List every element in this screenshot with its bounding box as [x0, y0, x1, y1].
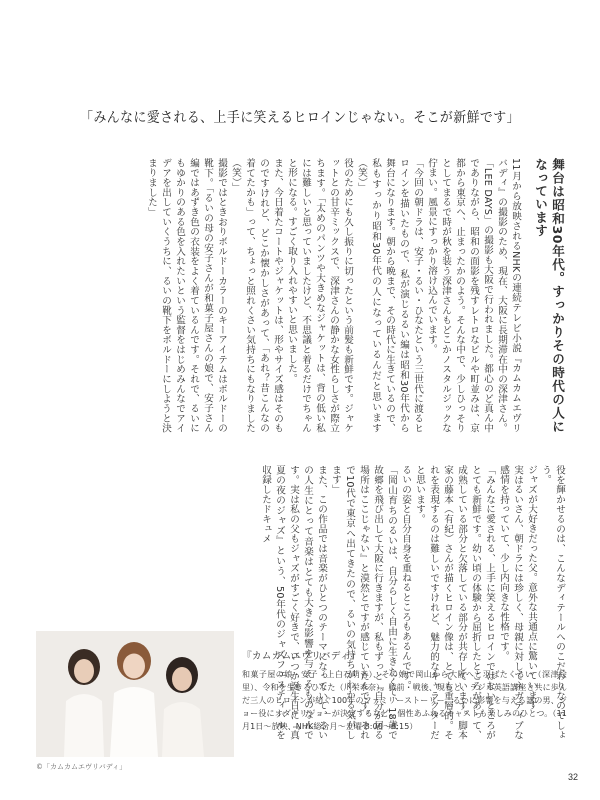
article-paragraph: 撮影ではときおりボルドーカラーのキーアイテムはボルドーの靴下。「るいの母の安子さんが和菓子屋さんの娘で、安子さん編ではあずき色の衣装をよく着ているんです。それで、るいにもゆかりのある色を入れたいという監督をはじめみんなでアイデアを出していくうちに、るいの靴下をボルドーにしようと決まりました」 — [146, 158, 227, 433]
cast-member-left — [64, 649, 104, 757]
article-headline: 「みんなに愛される、上手に笑えるヒロインじゃない。そこが新鮮です」 — [80, 110, 520, 126]
article-paragraph: 「みんなに愛される、上手に笑えるヒロインではないところがとても新鮮です。幼い頃の体験から屈折したところがあって、成熟している部分と欠落している部分が共存しています。脚本家の藤本（有紀）さんが描くヒロイン像は、とても重層的。それを表現するのは難しいですけれど、魅力的なキャラクターだと思います。 — [414, 465, 495, 740]
article-paragraph: 役を輝かせるのは、こんなディテールへのこだわりなのでしょう。 — [540, 465, 565, 740]
page-number: 32 — [567, 772, 578, 782]
article-paragraph: 「岡山育ちのるいは、自分らしく自由に生きたくて、18歳で故郷を飛び出して大阪に行きますが、私もずっと『自分が居る場所はここじゃない』と漠然とですが感じていたんです。それで10代で東京へ出てきたので、るいの気持ちがわかる気がします」 — [330, 465, 397, 740]
article-paragraph: 役のためにも久し振りに切ったという前髪も新鮮です。ジャケットとの甘辛ミックスで、深津さんの静かな女性らしさが際立ちます。「太めのパンツや大きめなジャケットは、背の低い私には難しいと思っていましたけど、不思議と着るだけでちゃんと形になる。すごく取り入れやすいと思いました。 — [286, 158, 353, 433]
article-paragraph: 「今回の朝ドラは、安子・るい・ひなたという三世代に渡るヒロインを描いたもので、私が演じるるい編は昭和30年代から舞台になります。朝から晩まで、その時代に生きているので、私もすっかり昭和30年代の人になっているんだと思います（笑）」 — [356, 158, 423, 433]
program-description: 和菓子屋の娘・安子（上白石萌音）、その娘で岡山から大阪へと羽ばたくるい（深津絵里）、令和を生きるひなた（川栄李奈）。戦前・戦後、現在と、ラジオ英語講座と共に歩んだ三人のヒロインが紡ぐ100年のファミリーストーリー。るいに影響を与える謎の男、ジョー役にオダギリジョーが決定するなど、個性あふれるキャストも楽しみのひとつ。（11月1日～放映、NHK総合月～土曜 8:00～8:15） — [242, 670, 567, 731]
drama-cast-photo — [36, 631, 234, 757]
article-paragraph: また、この作品では音楽がひとつのテーマになっていて、るいの人生にとって音楽はとても大きな影響を与えるものなんです。実は私の父もジャズがすごく好きで、いつか誕生日に『真夏の夜のジャズ』という、50年代のジャズフェスティバルを収録したドキュメ — [260, 465, 327, 740]
cast-member-center — [110, 642, 158, 757]
article-subheading: ジャズが大好きだった父。意外な共通点に驚いています — [526, 465, 537, 710]
article-paragraph: 11月から放映されるNHKの連続テレビ小説『カムカムエヴリバディ』の撮影のため、現在、大阪に長期滞在中の深津さん。「LEE DAYS」の撮影も大阪で行われました。都心のど真ん中でありながら、昭和の面影を残すレトロなビルや町並みは、京都から東京へ、止まったかのよう。そんな中で、少しひっそりとしてまるで時が秋を装う深津さんもどこかノスタルジックな佇まい。風景にすっかり溶け込んでいます。 — [426, 158, 521, 433]
article-lead: 舞台は昭和30年代。すっかりその時代の人になっています — [533, 158, 565, 433]
article-paragraph: また、今日着たコートやジャケットは、形やサイズ感はそのものですけれど、どこか懐かしさがあって、「あれ？昔こんなの着てたかも」って、ちょっと照れくさい気持ちにもなりました（笑）」 — [230, 158, 283, 433]
program-title: 『カムカムエヴリバディ』 — [242, 651, 360, 662]
headline-block — [40, 102, 560, 132]
article-paragraph: 実はるいさん、朝ドラには珍しく、母親に対してネガティブな感情を持っていて、少し内向きな性格です。 — [498, 465, 523, 740]
article-upper-block — [146, 158, 566, 433]
program-info-box — [242, 648, 567, 733]
photo-credit: ©「カムカムエヴリバディ」 — [36, 763, 127, 771]
article-paragraph: るいの姿と自分自身を重ねるところもあるんです。 — [400, 465, 411, 691]
